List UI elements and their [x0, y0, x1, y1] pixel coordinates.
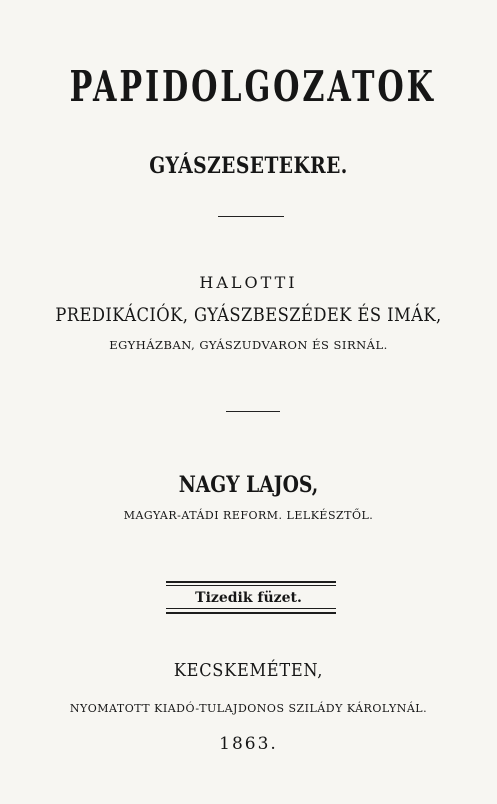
author-name: NAGY LAJOS, — [178, 472, 319, 498]
book-title: PAPIDOLGOZATOK — [69, 62, 436, 111]
volume-label: Tizedik füzet. — [195, 590, 302, 606]
section-heading: HALOTTI — [199, 273, 298, 292]
volume-rule-bottom-thin — [166, 608, 336, 609]
volume-rule-top — [166, 581, 336, 583]
imprint-city: KECSKEMÉTEN, — [173, 660, 324, 681]
divider-rule — [226, 411, 280, 412]
divider-rule — [218, 216, 284, 217]
contents-subline: EGYHÁZBAN, GYÁSZUDVARON ÉS SIRNÁL. — [109, 338, 388, 352]
book-subtitle: GYÁSZESETEKRE. — [149, 153, 348, 179]
imprint-year: 1863. — [219, 734, 278, 754]
volume-rule-top-thin — [166, 585, 336, 586]
volume-rule-bottom — [166, 612, 336, 614]
imprint-printer: NYOMATOTT KIADÓ-TULAJDONOS SZILÁDY KÁROLYNÁL. — [69, 702, 428, 715]
contents-line: PREDIKÁCIÓK, GYÁSZBESZÉDEK ÉS IMÁK, — [55, 304, 442, 326]
author-title: MAGYAR-ATÁDI REFORM. LELKÉSZTŐL. — [123, 509, 374, 522]
